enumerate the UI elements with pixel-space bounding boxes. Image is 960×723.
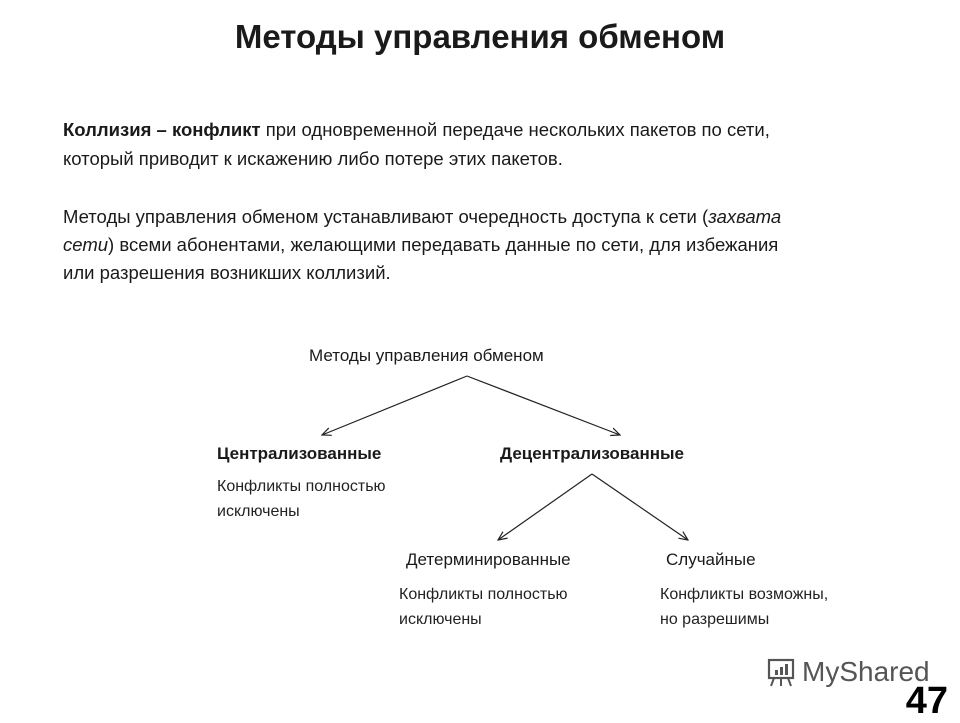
node-deterministic: Детерминированные — [406, 550, 571, 569]
watermark-text: MyShared — [802, 656, 930, 687]
arrow-to-centralized — [322, 376, 467, 435]
arrow-to-decentralized — [467, 376, 620, 435]
node-centralized: Централизованные — [217, 444, 382, 463]
centralized-note-2: исключены — [217, 503, 300, 520]
node-decentralized: Децентрализованные — [500, 444, 684, 463]
arrow-to-random — [592, 474, 688, 540]
collision-definition-line-2: который приводит к искажению либо потере этих пакетов. — [63, 148, 563, 169]
collision-term: Коллизия – конфликт — [63, 119, 261, 140]
methods-text: Методы управления обменом устанавливают очередность доступа к сети ( — [63, 206, 709, 227]
deterministic-note-2: исключены — [399, 611, 482, 628]
centralized-note-1: Конфликты полностью — [217, 478, 386, 495]
methods-text: ) всеми абонентами, желающими передавать данные по сети, для избежания — [108, 234, 779, 255]
diagram-root: Методы управления обменом — [309, 346, 544, 365]
deterministic-note-1: Конфликты полностью — [399, 586, 568, 603]
methods-italic-text: сети — [63, 234, 109, 255]
methods-paragraph-line-3: или разрешения возникших коллизий. — [63, 262, 391, 283]
node-random: Случайные — [666, 550, 756, 569]
page-number: 47 — [905, 680, 948, 722]
collision-definition-text: при одновременной передаче нескольких пакетов по сети, — [260, 119, 770, 140]
arrow-to-deterministic — [498, 474, 592, 540]
methods-italic-text: захвата — [708, 206, 782, 227]
random-note-2: но разрешимы — [660, 611, 770, 628]
presentation-board-icon — [766, 656, 796, 688]
slide-title: Методы управления обменом — [234, 18, 726, 55]
random-note-1: Конфликты возможны, — [660, 586, 829, 603]
